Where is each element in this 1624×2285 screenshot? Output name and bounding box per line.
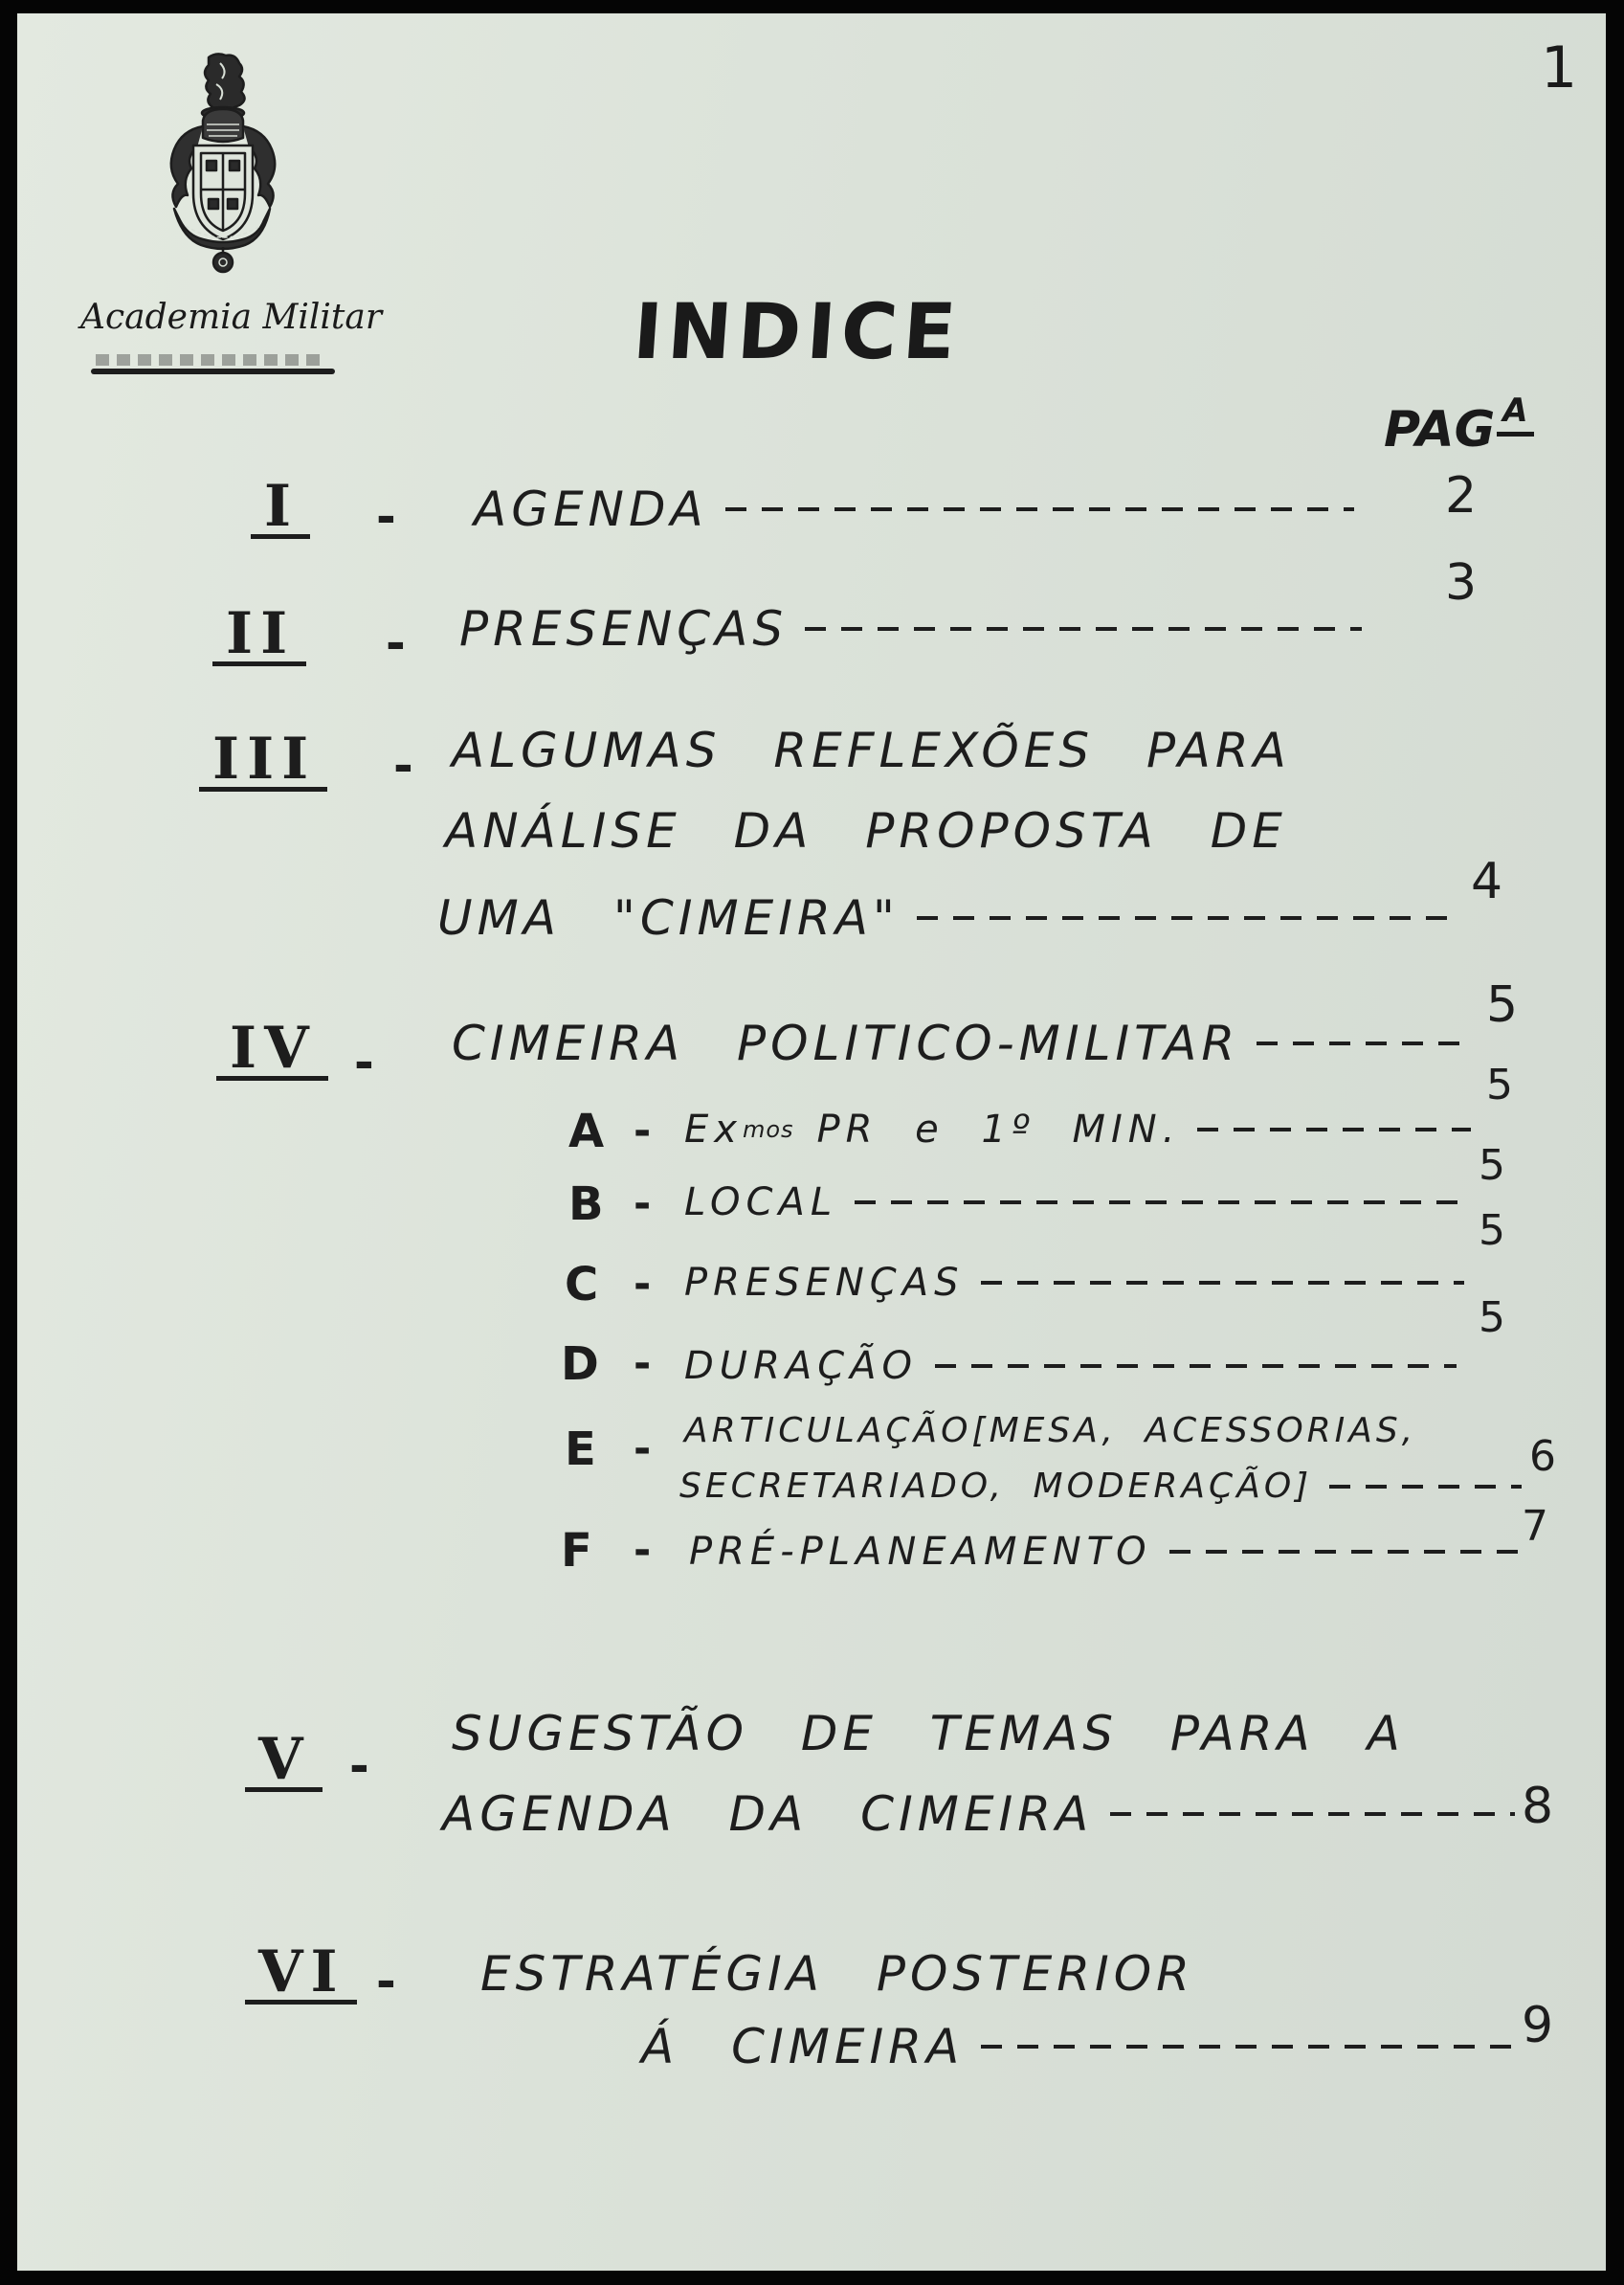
subitem-title: ARTICULAÇÃO[MESA, ACESSORIAS, xyxy=(684,1411,1417,1450)
dot-leader xyxy=(1169,1550,1522,1554)
toc-subitem-articulacao-line-2 xyxy=(679,1463,1522,1511)
academia-militar-crest-icon xyxy=(153,50,287,284)
toc-subitem-presencas xyxy=(684,1259,1464,1307)
subitem-separator: - xyxy=(634,1424,652,1473)
entry-title: SUGESTÃO DE TEMAS PARA A xyxy=(452,1706,1405,1761)
dot-leader xyxy=(1329,1485,1522,1489)
page-column-label-superscript: A xyxy=(1497,392,1533,437)
entry-page-number: 8 xyxy=(1522,1778,1554,1835)
toc-entry-reflexoes-line-2 xyxy=(445,802,1287,860)
subitem-page-number: 5 xyxy=(1479,1141,1505,1190)
entry-separator: - xyxy=(349,1738,369,1794)
subitem-letter: E xyxy=(565,1423,596,1476)
subitem-letter: B xyxy=(568,1177,604,1231)
entry-numeral: I xyxy=(251,479,310,539)
subitem-separator: - xyxy=(634,1107,652,1155)
dot-leader xyxy=(855,1200,1471,1204)
page-title: INDICE xyxy=(630,287,965,376)
subitem-title: DURAÇÃO xyxy=(684,1344,919,1388)
document-page xyxy=(17,13,1606,2271)
subitem-title: PRESENÇAS xyxy=(684,1261,965,1305)
toc-entry-reflexoes-line-1 xyxy=(452,722,1291,779)
dot-leader xyxy=(981,2045,1515,2049)
entry-title: AGENDA xyxy=(474,482,708,537)
dot-leader xyxy=(805,627,1362,631)
dot-leader xyxy=(1110,1812,1515,1816)
institution-name: Academia Militar xyxy=(80,298,383,337)
page-column-header xyxy=(1384,377,1534,463)
toc-subitem-articulacao-line-1 xyxy=(684,1407,1416,1455)
subitem-separator: - xyxy=(634,1526,652,1575)
subitem-page-number: 7 xyxy=(1522,1502,1548,1551)
toc-entry-sugestao-line-2 xyxy=(442,1785,1515,1843)
toc-entry-agenda xyxy=(474,481,1354,538)
subitem-title-continuation: PR e 1º MIN. xyxy=(816,1108,1181,1152)
toc-entry-sugestao-line-1 xyxy=(452,1705,1405,1762)
toc-subitem-pr-ministro xyxy=(684,1106,1471,1154)
entry-numeral: IV xyxy=(216,1020,328,1081)
entry-numeral: VI xyxy=(245,1944,357,2005)
toc-entry-reflexoes-line-3 xyxy=(437,889,1457,947)
entry-title: PRESENÇAS xyxy=(459,601,789,657)
subitem-page-number: 6 xyxy=(1529,1432,1556,1481)
entry-page-number: 4 xyxy=(1471,853,1503,910)
subitem-title: Ex xyxy=(684,1108,743,1152)
page-number: 1 xyxy=(1541,34,1578,101)
dot-leader xyxy=(935,1364,1457,1368)
subitem-title: LOCAL xyxy=(684,1180,838,1224)
entry-title: UMA "CIMEIRA" xyxy=(437,890,900,946)
entry-separator: - xyxy=(376,1954,396,2009)
subitem-separator: - xyxy=(634,1260,652,1309)
entry-title: ANÁLISE DA PROPOSTA DE xyxy=(445,803,1287,859)
page-column-label: PAG xyxy=(1384,401,1496,459)
strikethrough-line xyxy=(91,369,335,374)
entry-numeral: III xyxy=(199,731,327,792)
toc-entry-cimeira-politico-militar xyxy=(452,1015,1464,1072)
entry-separator: - xyxy=(376,489,396,545)
entry-separator: - xyxy=(386,616,406,671)
toc-subitem-duracao xyxy=(684,1342,1457,1390)
dot-leader xyxy=(917,916,1457,920)
entry-separator: - xyxy=(393,738,413,794)
subitem-separator: - xyxy=(634,1339,652,1388)
entry-page-number: 2 xyxy=(1445,467,1478,525)
subitem-page-number: 5 xyxy=(1479,1206,1505,1255)
subitem-letter: F xyxy=(561,1524,592,1578)
subitem-letter: C xyxy=(565,1258,599,1311)
subitem-title-superscript: mos xyxy=(742,1116,794,1143)
entry-title: ESTRATÉGIA POSTERIOR xyxy=(480,1946,1194,2002)
entry-title: ALGUMAS REFLEXÕES PARA xyxy=(452,723,1291,778)
dot-leader xyxy=(1257,1042,1464,1045)
subitem-title: PRÉ-PLANEAMENTO xyxy=(689,1530,1152,1574)
entry-page-number: 9 xyxy=(1522,1997,1554,2054)
struck-out-subtitle xyxy=(96,354,325,366)
subitem-separator: - xyxy=(634,1179,652,1228)
entry-numeral: II xyxy=(212,606,306,666)
dot-leader xyxy=(981,1281,1464,1285)
entry-numeral: V xyxy=(245,1732,323,1792)
toc-subitem-pre-planeamento xyxy=(689,1528,1522,1576)
entry-page-number: 3 xyxy=(1445,554,1478,612)
subitem-letter: D xyxy=(561,1337,599,1391)
toc-entry-presencas xyxy=(459,600,1362,658)
entry-page-number: 5 xyxy=(1486,976,1519,1034)
entry-separator: - xyxy=(354,1035,374,1090)
dot-leader xyxy=(1197,1128,1471,1131)
subitem-title: SECRETARIADO, MODERAÇÃO] xyxy=(679,1467,1313,1506)
toc-entry-estrategia-line-1 xyxy=(480,1945,1194,2003)
dot-leader xyxy=(725,507,1354,511)
toc-subitem-local xyxy=(684,1178,1471,1226)
subitem-page-number: 5 xyxy=(1479,1293,1505,1342)
subitem-letter: A xyxy=(568,1105,605,1158)
entry-title: CIMEIRA POLITICO-MILITAR xyxy=(452,1016,1240,1071)
toc-entry-estrategia-line-2 xyxy=(641,2018,1515,2075)
subitem-page-number: 5 xyxy=(1486,1061,1513,1109)
entry-title: Á CIMEIRA xyxy=(641,2019,965,2074)
entry-title: AGENDA DA CIMEIRA xyxy=(442,1786,1094,1842)
